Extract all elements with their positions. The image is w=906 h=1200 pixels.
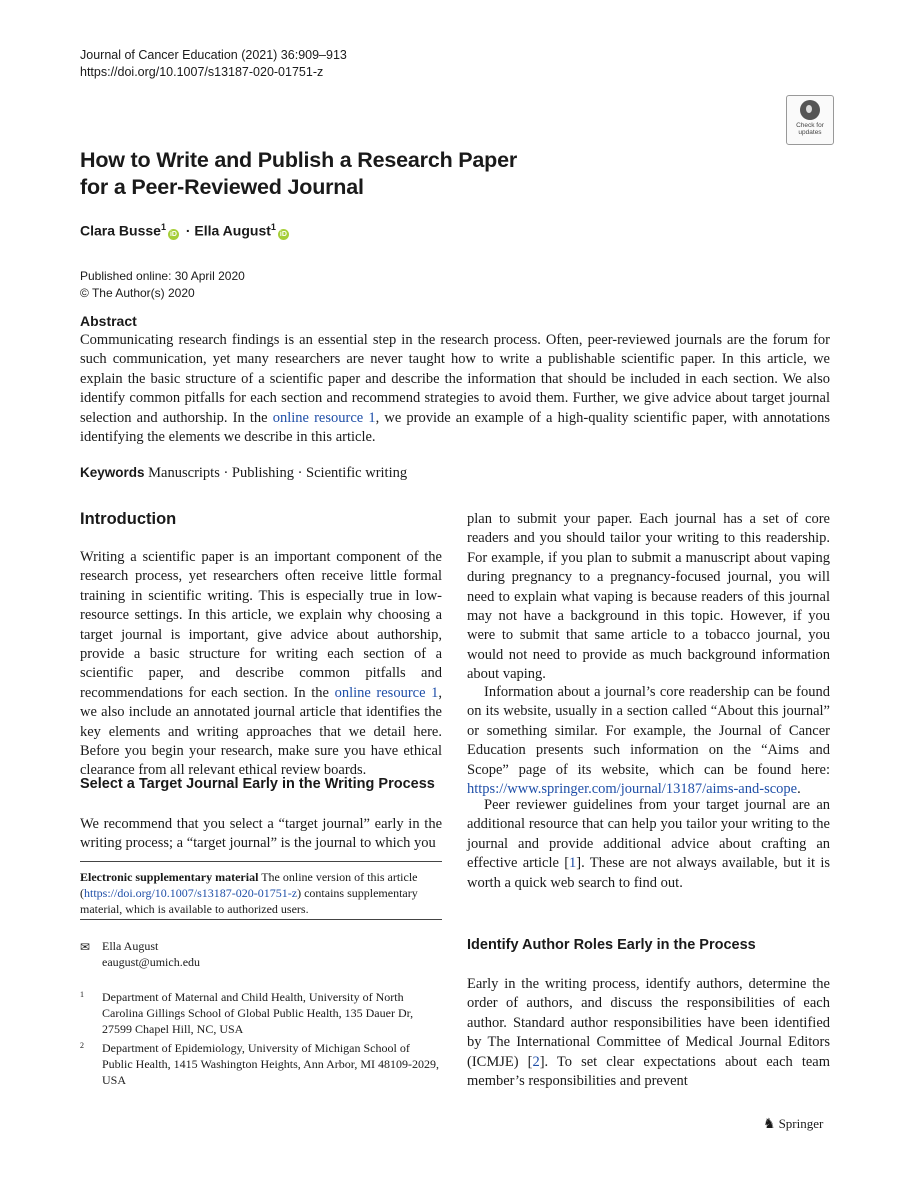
affiliation-number: 2 (80, 1041, 84, 1050)
abstract-heading: Abstract (80, 313, 137, 329)
check-for-updates-button[interactable]: Check for updates (786, 95, 834, 145)
section-heading-introduction: Introduction (80, 510, 177, 528)
body-paragraph: Peer reviewer guidelines from your target journal are an additional resource that can help you tailor your writing to the journal and provide additional advice about crafting an effective article [1]. These are not always available, but it is worth a quick web search to find out. (467, 797, 830, 891)
publisher-name: Springer (778, 1116, 824, 1131)
keywords-list: Manuscripts · Publishing · Scientific writing (148, 465, 408, 481)
keywords-label: Keywords (80, 465, 145, 480)
journal-citation (80, 47, 347, 81)
mail-icon: ✉ (80, 940, 91, 954)
footnote-divider (80, 919, 442, 920)
paper-title: How to Write and Publish a Research Paper for a Peer-Reviewed Journal (80, 148, 518, 199)
check-updates-icon (800, 100, 820, 120)
section-heading-target-journal: Select a Target Journal Early in the Writing Process (80, 776, 435, 792)
springer-horse-icon: ♞ (763, 1117, 776, 1132)
esm-label: Electronic supplementary material (80, 870, 259, 884)
affiliation-marker: 1 (270, 222, 276, 232)
keywords (80, 465, 407, 482)
orcid-icon[interactable]: iD (169, 230, 177, 238)
online-resource-link[interactable]: online resource 1 (272, 409, 376, 426)
author-list (80, 222, 292, 240)
publisher-logo (763, 1116, 823, 1133)
target-journal-paragraph: We recommend that you select a “target journal” early in the writing process; a “target journal” is the journal to which you (80, 816, 442, 852)
published-date: Published online: 30 April 2020 (80, 269, 245, 283)
author-separator: · (185, 222, 191, 239)
author-name[interactable]: Clara Busse (80, 222, 161, 239)
citation-link[interactable]: 2 (532, 1053, 540, 1070)
aims-and-scope-link[interactable]: https://www.springer.com/journal/13187/aims-and-scope (467, 781, 798, 798)
copyright-notice: © The Author(s) 2020 (80, 286, 195, 300)
corresponding-author-name: Ella August (102, 939, 159, 953)
body-paragraph: Information about a journal’s core readership can be found on its website, usually in a section called “About this journal” or something similar. For example, the Journal of Cancer Education presents such information on the “Aims and Scope” page of its website, which can be found here: https://www.springer.com/journal/13187/aims-and-scope. (467, 684, 830, 798)
corresponding-author-email[interactable]: eaugust@umich.edu (102, 955, 201, 969)
publication-info (80, 268, 245, 302)
affiliation-text: Department of Epidemiology, University of Michigan School of Public Health, 1415 Washington Heights, Ann Arbor, MI 48109-2029, USA (102, 1041, 439, 1087)
supplementary-material-note: Electronic supplementary material The online version of this article (https://doi.org/10.1007/s13187-020-01751-z) contains supplementary material, which is available to authorized users. (80, 870, 418, 916)
abstract-text: Communicating research findings is an essential step in the research process. Often, peer-reviewed journals are the forum for such communication, yet many researchers are never taught how to write a publishable scientific paper. In this article, we explain the basic structure of a scientific paper and describe the information that should be included in each section. We also identify common pitfalls for each section and recommend strategies to avoid them. Further, we give advice about target journal selection and authorship. In the online resource 1, we provide an example of a high-quality scientific paper, with annotations identifying the elements we describe in this article. (80, 332, 830, 446)
doi-link[interactable]: https://doi.org/10.1007/s13187-020-01751-z (80, 65, 324, 79)
affiliation-number: 1 (80, 990, 84, 999)
body-paragraph: plan to submit your paper. Each journal has a set of core readers and you should tailor your writing to this readership. For example, if you plan to submit a manuscript about vaping during pregnancy to a pregnancy-focused journal, you will need to explain what vaping is because readers of this journal may not have a background in this topic. However, if you were to submit that same article to a tobacco journal, you would not need to provide as much background information about vaping. (467, 511, 830, 683)
online-resource-link[interactable]: online resource 1 (334, 684, 439, 701)
affiliation-marker: 1 (160, 222, 166, 232)
affiliation-text: Department of Maternal and Child Health, University of North Carolina Gillings School of Global Public Health, 135 Dauer Dr, 27599 Chapel Hill, NC, USA (102, 990, 414, 1036)
citation-link[interactable]: 1 (569, 855, 577, 872)
introduction-paragraph: Writing a scientific paper is an important component of the research process, yet researchers often receive little formal training in scientific writing. This is especially true in low-resource settings. In this article, we explain why choosing a target journal is important, give advice about authorship, provide a basic structure for writing each section of a scientific paper, and describe common pitfalls and recommendations for each section. In the online resource 1, we also include an annotated journal article that identifies the key elements and writing approaches that we detail here. Before you begin your research, make sure you have ethical clearance from all relevant ethical review boards. (80, 549, 442, 779)
author-roles-paragraph: Early in the writing process, identify authors, determine the order of authors, and discuss the responsibilities of each author. Standard author responsibilities have been identified by The International Committee of Medical Journal Editors (ICMJE) [2]. To set clear expectations about each team member’s responsibilities and prevent (467, 976, 830, 1090)
author-name[interactable]: Ella August (194, 222, 271, 239)
section-heading-author-roles: Identify Author Roles Early in the Process (467, 937, 756, 953)
footnote-divider (80, 861, 442, 862)
journal-name: Journal of Cancer Education (2021) 36:909–913 (80, 48, 347, 62)
orcid-icon[interactable]: iD (279, 230, 287, 238)
esm-doi-link[interactable]: https://doi.org/10.1007/s13187-020-01751-z (84, 886, 298, 900)
